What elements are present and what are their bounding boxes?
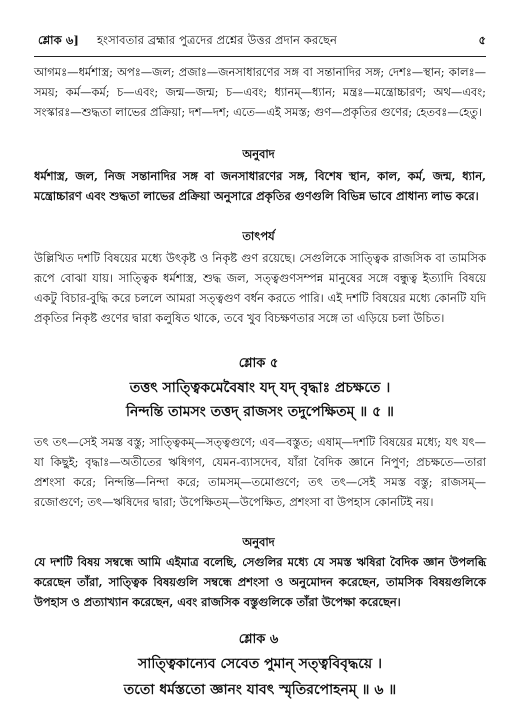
header-verse-label: শ্লোক ৬] xyxy=(38,32,79,47)
synonyms-verse5: তৎ তৎ—সেই সমস্ত বস্তু; সাত্ত্বিকম্—সত্ত্বগুণে; এব—বস্তুত; এষাম্—দশটি বিষয়ের মধ্যে; যৎ যৎ—যা কিছুই; বৃদ্ধাঃ—অতীতের ঋষিগণ, যেমন-ব্যাসদেব, যাঁরা বৈদিক জ্ঞানে নিপুণ; প্রচক্ষতে—তারা প্রশংসা করে; নিন্দন্তি—নিন্দা করে; তামসম্—তমোগুণে; তৎ তৎ—সেই সমস্ত বস্তু; রাজসম্—রজোগুণে; তৎ—ঋষিদের দ্বারা; উপেক্ষিতম্—উপেক্ষিত, প্রশংসা বা উপহাস কোনটিই নয়। xyxy=(34,435,486,509)
header-title: হংসাবতার ব্রহ্মার পুত্রদের প্রশ্নের উত্তর প্রদান করছেন xyxy=(96,32,337,47)
translation2-text: যে দশটি বিষয় সম্বন্ধে আমি এইমাত্র বলেছি, সেগুলির মধ্যে যে সমস্ত ঋষিরা বৈদিক জ্ঞান উপলব্ধি করেছেন তাঁরা, সাত্ত্বিক বিষয়গুলি সম্বন্ধে প্রশংসা ও অনুমোদন করেছেন, তামসিক বিষয়গুলিকে উপহাস ও প্রত্যাখ্যান করেছেন, এবং রাজসিক বস্তুগুলিকে তাঁরা উপেক্ষা করেছেন। xyxy=(34,555,486,609)
translation-heading: অনুবাদ xyxy=(242,147,275,161)
page-number: ৫ xyxy=(478,32,486,47)
translation2-heading: অনুবাদ xyxy=(242,535,275,549)
purport-text: উল্লিখিত দশটি বিষয়ের মধ্যে উৎকৃষ্ট ও নিকৃষ্ট গুণ রয়েছে। সেগুলিকে সাত্ত্বিক রাজসিক বা তামসিক রূপে বোঝা যায়। সাত্ত্বিক ধর্মশাস্ত্র, শুদ্ধ জল, সত্ত্বগুণসম্পন্ন মানুষের সঙ্গে বন্ধুত্ব ইত্যাদি বিষয়ে একটু বিচার-বুদ্ধি করে চললে আমরা সত্ত্বগুণ বর্ধন করতে পারি। এই দশটি বিষয়ের মধ্যে কোনটি যদি প্রকৃতির নিকৃষ্ট গুণের দ্বারা কলুষিত থাকে, তবে খুব বিচক্ষণতার সঙ্গে তা এড়িয়ে চলা উচিত। xyxy=(34,251,486,325)
verse6-line1: সাত্ত্বিকান্যেব সেবেত পুমান্ সত্ত্ববিবৃদ্ধয়ে । xyxy=(138,656,382,672)
running-header xyxy=(38,30,486,52)
verse6-line2: ততো ধর্মস্ততো জ্ঞানং যাবৎ স্মৃতিরপোহনম্ ॥ ৬ ॥ xyxy=(123,682,397,698)
verse5-line1: তত্তৎ সাত্ত্বিকমেবৈষাং যদ্ যদ্ বৃদ্ধাঃ প্রচক্ষতে । xyxy=(129,380,391,396)
synonyms-top: আগমঃ—ধর্মশাস্ত্র; অপঃ—জল; প্রজাঃ—জনসাধারণের সঙ্গ বা সন্তানাদির সঙ্গ; দেশঃ—স্থান; কালঃ—সময়; কর্ম—কর্ম; চ—এবং; জন্ম—জন্ম; চ—এবং; ধ্যানম্—ধ্যান; মন্ত্রঃ—মন্ত্রোচ্চারণ; অথ—এবং; সংস্কারঃ—শুদ্ধতা লাভের প্রক্রিয়া; দশ—দশ; এতে—এই সমস্ত; গুণ—প্রকৃতির গুণের; হেতবঃ—হেতু। xyxy=(34,65,486,119)
purport-heading: তাৎপর্য xyxy=(242,229,275,243)
verse5-line2: নিন্দন্তি তামসং তত্তদ্ রাজসং তদুপেক্ষিতম্ ॥ ৫ ॥ xyxy=(126,404,394,420)
verse6-heading: শ্লোক ৬ xyxy=(238,632,279,647)
header-rule xyxy=(34,56,486,57)
verse5-heading: শ্লোক ৫ xyxy=(238,356,279,371)
translation-text: ধর্মশাস্ত্র, জল, নিজ সন্তানাদির সঙ্গ বা জনসাধারণের সঙ্গ, বিশেষ স্থান, কাল, কর্ম, জন্ম, ধ্যান, মন্ত্রোচ্চারণ এবং শুদ্ধতা লাভের প্রক্রিয়া অনুসারে প্রকৃতির গুণগুলি বিভিন্ন ভাবে প্রাধান্য লাভ করে। xyxy=(34,169,486,203)
